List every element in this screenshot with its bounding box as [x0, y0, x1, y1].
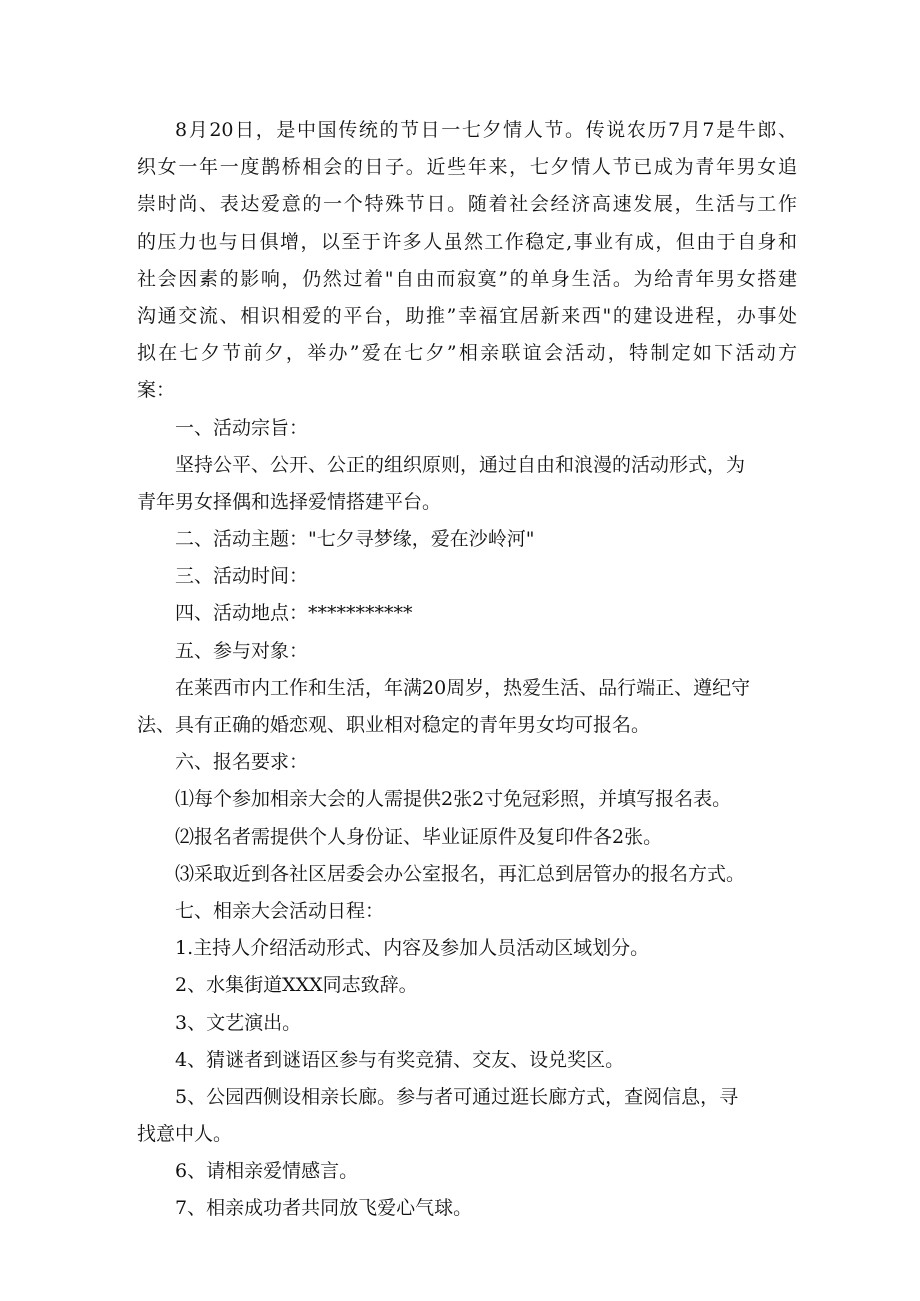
schedule-item: 7、相亲成功者共同放飞爱心气球。 — [175, 1197, 473, 1220]
section-heading-purpose: 一、活动宗旨： — [175, 416, 309, 439]
section-heading-location: 四、活动地点：*********** — [175, 602, 413, 625]
intro-line: 拟在七夕节前夕，举办”爱在七夕”相亲联谊会活动，特制定如下活动方 — [137, 342, 797, 365]
intro-line: 8月20日，是中国传统的节日一七夕情人节。传说农历7月7是牛郎、 — [175, 119, 797, 141]
registration-item: ⑴每个参加相亲大会的人需提供2张2寸免冠彩照，并填写报名表。 — [175, 788, 732, 811]
schedule-item: 1.主持人介绍活动形式、内容及参加人员活动区域划分。 — [175, 937, 650, 960]
schedule-item-continuation: 找意中人。 — [137, 1123, 233, 1146]
schedule-item: 4、猜谜者到谜语区参与有奖竞猜、交友、设兑奖区。 — [175, 1048, 625, 1071]
section-heading-theme: 二、活动主题："七夕寻梦缘，爱在沙岭河" — [175, 528, 535, 551]
intro-line: 的压力也与日俱增，以至于许多人虽然工作稳定,事业有成，但由于自身和 — [137, 230, 797, 253]
registration-item: ⑶采取近到各社区居委会办公室报名，再汇总到居管办的报名方式。 — [175, 862, 746, 885]
intro-line: 织女一年一度鹊桥相会的日子。近些年来，七夕情人节已成为青年男女追 — [137, 156, 797, 179]
intro-paragraph — [137, 112, 797, 410]
schedule-item: 6、请相亲爱情感言。 — [175, 1160, 359, 1183]
intro-line: 社会因素的影响，仍然过着"自由而寂寞”的单身生活。为给青年男女搭建 — [137, 267, 797, 290]
section-heading-participants: 五、参与对象： — [175, 639, 309, 662]
section-body-line: 青年男女择偶和选择爱情搭建平台。 — [137, 490, 442, 513]
section-body-line: 坚持公平、公开、公正的组织原则，通过自由和浪漫的活动形式，为 — [175, 453, 746, 476]
schedule-item: 5、公园西侧设相亲长廊。参与者可通过逛长廊方式，查阅信息，寻 — [175, 1085, 739, 1108]
section-heading-registration: 六、报名要求： — [175, 751, 309, 774]
schedule-item: 2、水集街道XXX同志致辞。 — [175, 974, 418, 997]
document-body — [137, 112, 797, 1228]
section-heading-schedule: 七、相亲大会活动日程： — [175, 899, 385, 922]
section-body-line: 法、具有正确的婚恋观、职业相对稳定的青年男女均可报名。 — [137, 714, 651, 736]
registration-item: ⑵报名者需提供个人身份证、毕业证原件及复印件各2张。 — [175, 825, 663, 848]
section-heading-time: 三、活动时间： — [175, 565, 309, 588]
intro-line: 沟通交流、相识相爱的平台，助推”幸福宜居新来西"的建设进程，办事处 — [137, 304, 797, 327]
section-body-line: 在莱西市内工作和生活，年满20周岁，热爱生活、品行端正、遵纪守 — [175, 676, 751, 699]
intro-line: 案： — [137, 379, 176, 402]
intro-line: 崇时尚、表达爱意的一个特殊节日。随着社会经济高速发展，生活与工作 — [137, 193, 797, 216]
schedule-item: 3、文艺演出。 — [175, 1011, 302, 1034]
